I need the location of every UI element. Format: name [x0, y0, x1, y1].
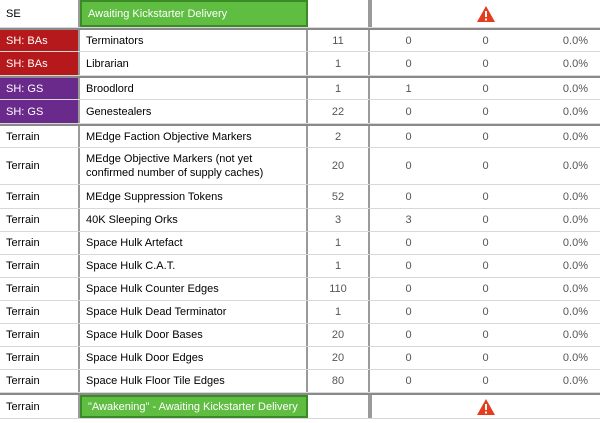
count-a-cell: 3	[405, 214, 412, 226]
count-b-cell: 0	[482, 352, 489, 364]
qty-cell: 20	[308, 324, 370, 346]
qty-cell: 80	[308, 370, 370, 392]
count-b-cell: 0	[482, 260, 489, 272]
table-row[interactable]	[0, 209, 600, 232]
table-row[interactable]	[0, 185, 600, 209]
table-row[interactable]	[0, 100, 600, 124]
table-row[interactable]	[0, 301, 600, 324]
category-cell: Terrain	[0, 301, 80, 323]
percent-cell: 0.0%	[562, 105, 588, 118]
count-a-cell: 0	[405, 352, 412, 364]
table-row[interactable]	[0, 393, 600, 419]
qty-cell: 20	[308, 347, 370, 369]
qty-cell: 1	[308, 301, 370, 323]
category-cell: Terrain	[0, 232, 80, 254]
percent-cell: 0.0%	[562, 352, 588, 364]
table-row[interactable]	[0, 324, 600, 347]
count-a-cell: 0	[405, 306, 412, 318]
qty-cell: 2	[308, 126, 370, 147]
status-banner: "Awakening" - Awaiting Kickstarter Delivery	[80, 395, 308, 418]
count-a-cell: 0	[405, 375, 412, 387]
count-a-cell: 0	[405, 57, 412, 70]
count-b-cell: 0	[482, 57, 489, 70]
count-a-cell: 0	[405, 329, 412, 341]
warning-cell	[370, 0, 600, 27]
status-banner: Awaiting Kickstarter Delivery	[80, 0, 308, 27]
percent-cell: 0.0%	[562, 260, 588, 272]
count-a-cell: 0	[405, 260, 412, 272]
category-cell: Terrain	[0, 255, 80, 277]
count-a-cell: 0	[405, 160, 412, 172]
qty-cell: 52	[308, 185, 370, 208]
count-a-cell: 0	[405, 130, 412, 143]
category-cell: Terrain	[0, 395, 80, 418]
table-row[interactable]	[0, 232, 600, 255]
item-name-cell: 40K Sleeping Orks	[80, 209, 308, 231]
percent-cell: 0.0%	[562, 214, 588, 226]
category-cell: SH: GS	[0, 100, 80, 123]
qty-cell: 110	[308, 278, 370, 300]
table-row[interactable]	[0, 255, 600, 278]
qty-cell: 1	[308, 232, 370, 254]
table-row[interactable]	[0, 124, 600, 148]
item-name-cell: MEdge Faction Objective Markers	[80, 126, 308, 147]
item-name-cell: Space Hulk C.A.T.	[80, 255, 308, 277]
category-cell: Terrain	[0, 347, 80, 369]
qty-cell: 1	[308, 52, 370, 75]
item-name-cell: MEdge Objective Markers (not yet confirmed number of supply caches)	[80, 148, 308, 184]
count-a-cell: 1	[405, 82, 412, 95]
count-a-cell: 0	[405, 105, 412, 118]
percent-cell: 0.0%	[562, 130, 588, 143]
count-b-cell: 0	[482, 375, 489, 387]
table-row[interactable]	[0, 76, 600, 100]
category-cell: SH: BAs	[0, 52, 80, 75]
qty-cell: 1	[308, 78, 370, 99]
percent-cell: 0.0%	[562, 329, 588, 341]
item-name-cell: Genestealers	[80, 100, 308, 123]
category-cell: Terrain	[0, 185, 80, 208]
table-row[interactable]	[0, 52, 600, 76]
percent-cell: 0.0%	[562, 190, 588, 203]
percent-cell: 0.0%	[562, 82, 588, 95]
item-name-cell: Space Hulk Dead Terminator	[80, 301, 308, 323]
category-cell: Terrain	[0, 209, 80, 231]
item-name-cell: Librarian	[80, 52, 308, 75]
count-b-cell: 0	[482, 214, 489, 226]
count-b-cell: 0	[482, 160, 489, 172]
warning-icon	[476, 398, 496, 416]
count-a-cell: 0	[405, 190, 412, 203]
qty-cell	[308, 395, 370, 418]
count-b-cell: 0	[482, 82, 489, 95]
percent-cell: 0.0%	[562, 306, 588, 318]
qty-cell: 22	[308, 100, 370, 123]
table-row[interactable]	[0, 148, 600, 185]
item-name-cell: Space Hulk Floor Tile Edges	[80, 370, 308, 392]
qty-cell: 3	[308, 209, 370, 231]
category-cell: Terrain	[0, 370, 80, 392]
item-name-cell: Space Hulk Door Edges	[80, 347, 308, 369]
item-name-cell: Broodlord	[80, 78, 308, 99]
table-row[interactable]	[0, 370, 600, 393]
percent-cell: 0.0%	[562, 283, 588, 295]
item-name-cell: Terminators	[80, 30, 308, 51]
table-row[interactable]	[0, 0, 600, 28]
count-a-cell: 0	[405, 34, 412, 47]
count-b-cell: 0	[482, 130, 489, 143]
item-name-cell: Space Hulk Counter Edges	[80, 278, 308, 300]
table-row[interactable]	[0, 28, 600, 52]
count-b-cell: 0	[482, 105, 489, 118]
category-cell: SH: BAs	[0, 30, 80, 51]
percent-cell: 0.0%	[562, 34, 588, 47]
percent-cell: 0.0%	[562, 237, 588, 249]
category-cell: SE	[0, 0, 80, 27]
count-b-cell: 0	[482, 34, 489, 47]
category-cell: Terrain	[0, 148, 80, 184]
count-b-cell: 0	[482, 237, 489, 249]
qty-cell: 20	[308, 148, 370, 184]
count-b-cell: 0	[482, 190, 489, 203]
qty-cell: 11	[308, 30, 370, 51]
table-row[interactable]	[0, 347, 600, 370]
percent-cell: 0.0%	[562, 160, 588, 172]
percent-cell: 0.0%	[562, 375, 588, 387]
count-b-cell: 0	[482, 306, 489, 318]
warning-icon	[476, 5, 496, 23]
category-cell: Terrain	[0, 324, 80, 346]
warning-cell	[370, 395, 600, 418]
count-b-cell: 0	[482, 283, 489, 295]
count-a-cell: 0	[405, 237, 412, 249]
count-b-cell: 0	[482, 329, 489, 341]
category-cell: Terrain	[0, 278, 80, 300]
item-name-cell: Space Hulk Artefact	[80, 232, 308, 254]
qty-cell: 1	[308, 255, 370, 277]
item-name-cell: Space Hulk Door Bases	[80, 324, 308, 346]
percent-cell: 0.0%	[562, 57, 588, 70]
qty-cell	[308, 0, 370, 27]
category-cell: SH: GS	[0, 78, 80, 99]
table-row[interactable]	[0, 278, 600, 301]
count-a-cell: 0	[405, 283, 412, 295]
category-cell: Terrain	[0, 126, 80, 147]
item-name-cell: MEdge Suppression Tokens	[80, 185, 308, 208]
